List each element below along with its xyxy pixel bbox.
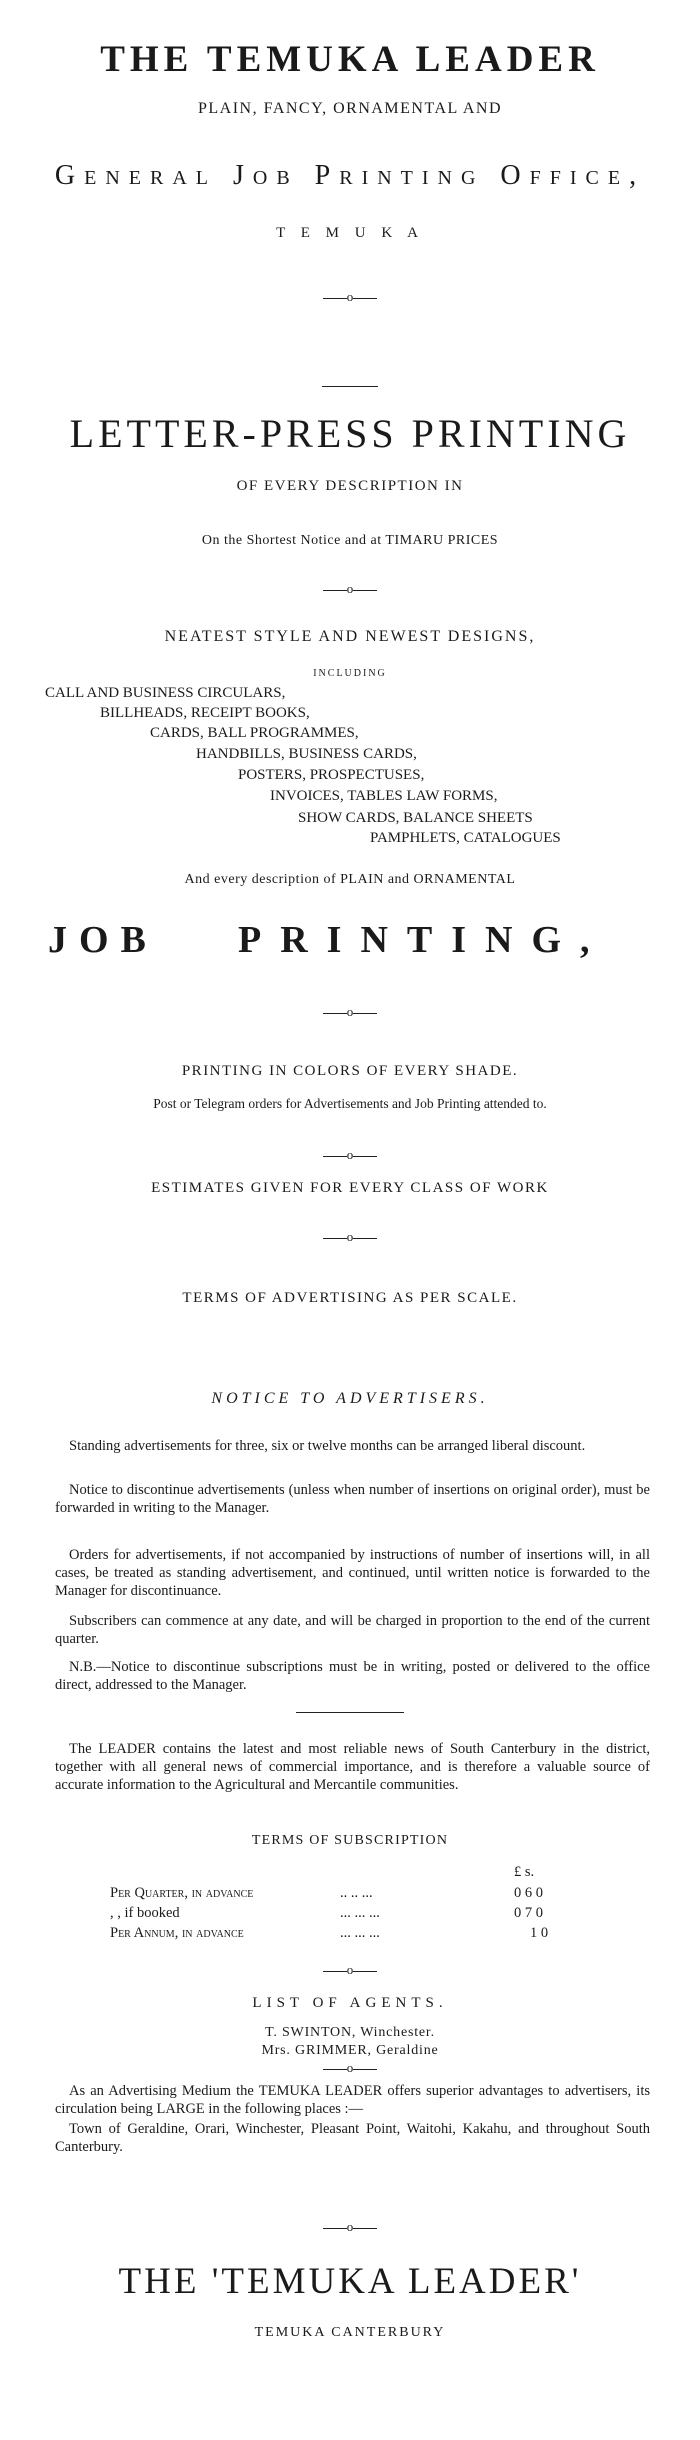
subscription-amount: 0 7 0 bbox=[514, 1905, 543, 1921]
leader-paragraph: The LEADER contains the latest and most reliable news of South Canterbury in the district, together with all general news of commercial importance, and is therefore a valuable source of accurate information to the Agricultural and Mercantile communities. bbox=[55, 1741, 650, 1793]
masthead-subtitle: PLAIN, FANCY, ORNAMENTAL AND bbox=[198, 100, 502, 117]
subscription-label: Per Annum, in advance bbox=[110, 1925, 244, 1941]
medium-paragraph: As an Advertising Medium the TEMUKA LEADER offers superior advantages to advertisers, its circulation being LARGE in the following places :— bbox=[55, 2083, 650, 2117]
notice-paragraph: Subscribers can commence at any date, and will be charged in proportion to the end of the current quarter. bbox=[55, 1613, 650, 1647]
divider-ornament: o bbox=[320, 1148, 380, 1161]
subscription-dots: ... ... ... bbox=[340, 1905, 380, 1921]
notice-paragraph: Notice to discontinue advertisements (unless when number of insertions on original order), must be forwarded in writing to the Manager. bbox=[55, 1482, 650, 1516]
divider-ornament: o bbox=[320, 2061, 380, 2074]
divider-ornament: o bbox=[320, 2220, 380, 2233]
terms-line: TERMS OF ADVERTISING AS PER SCALE. bbox=[182, 1290, 518, 1306]
printing-word: PRINTING, bbox=[238, 919, 609, 961]
subscription-amount: 1 0 bbox=[530, 1925, 549, 1941]
section-rule bbox=[322, 386, 378, 387]
subscription-label: Per Quarter, in advance bbox=[110, 1885, 254, 1901]
every-description-line: And every description of PLAIN and ORNAMENTAL bbox=[184, 872, 516, 887]
agent-entry: T. SWINTON, Winchester. bbox=[265, 2025, 435, 2040]
including-line: INCLUDING bbox=[313, 668, 387, 679]
agents-heading: LIST OF AGENTS. bbox=[252, 1995, 448, 2011]
agent-entry: Mrs. GRIMMER, Geraldine bbox=[261, 2043, 439, 2058]
masthead-title: THE TEMUKA LEADER bbox=[100, 39, 600, 80]
masthead-town: T E M U K A bbox=[276, 225, 424, 241]
subscription-dots: ... ... ... bbox=[340, 1925, 380, 1941]
notice-heading: NOTICE TO ADVERTISERS. bbox=[211, 1390, 489, 1407]
item-line: CARDS, BALL PROGRAMMES, bbox=[150, 725, 359, 741]
subscription-label: , , if booked bbox=[110, 1905, 180, 1921]
post-orders-line: Post or Telegram orders for Advertisements and Job Printing attended to. bbox=[153, 1096, 547, 1111]
divider-ornament: o bbox=[320, 582, 380, 595]
estimates-line: ESTIMATES GIVEN FOR EVERY CLASS OF WORK bbox=[151, 1180, 549, 1196]
item-line: POSTERS, PROSPECTUSES, bbox=[238, 767, 425, 783]
item-line: CALL AND BUSINESS CIRCULARS, bbox=[45, 685, 286, 701]
subscription-dots: .. .. ... bbox=[340, 1885, 373, 1901]
section-rule bbox=[296, 1712, 404, 1713]
divider-ornament: o bbox=[320, 1963, 380, 1976]
divider-ornament: o bbox=[320, 1005, 380, 1018]
footer-title: THE 'TEMUKA LEADER' bbox=[118, 2261, 582, 2302]
notice-paragraph: Standing advertisements for three, six or twelve months can be arranged liberal discount. bbox=[69, 1438, 586, 1454]
notice-paragraph: N.B.—Notice to discontinue subscriptions must be in writing, posted or delivered to the office direct, addressed to the Manager. bbox=[55, 1659, 650, 1693]
notice-paragraph: Orders for advertisements, if not accompanied by instructions of number of insertions will, in all cases, be treated as standing advertisement, and continued, until written notice is forwarded to the Manager for discontinuance. bbox=[55, 1547, 650, 1599]
neatest-line: NEATEST STYLE AND NEWEST DESIGNS, bbox=[164, 628, 536, 645]
item-line: HANDBILLS, BUSINESS CARDS, bbox=[196, 746, 417, 762]
subscription-amount: 0 6 0 bbox=[514, 1885, 543, 1901]
currency-header: £ s. bbox=[514, 1864, 535, 1880]
item-line: INVOICES, TABLES LAW FORMS, bbox=[270, 788, 498, 804]
divider-ornament: o bbox=[320, 1230, 380, 1243]
shortest-notice-line: On the Shortest Notice and at TIMARU PRICES bbox=[201, 533, 499, 548]
job-word: JOB bbox=[48, 919, 158, 961]
footer-sub: TEMUKA CANTERBURY bbox=[254, 2325, 446, 2340]
subscription-heading: TERMS OF SUBSCRIPTION bbox=[251, 1833, 449, 1848]
of-every-line: OF EVERY DESCRIPTION IN bbox=[236, 478, 464, 494]
places-paragraph: Town of Geraldine, Orari, Winchester, Pleasant Point, Waitohi, Kakahu, and throughout South Canterbury. bbox=[55, 2121, 650, 2155]
divider-ornament: o bbox=[320, 290, 380, 303]
office-line: General Job Printing Office, bbox=[54, 160, 646, 191]
item-line: PAMPHLETS, CATALOGUES bbox=[370, 830, 561, 846]
letterpress-heading: LETTER-PRESS PRINTING bbox=[69, 411, 631, 456]
item-line: BILLHEADS, RECEIPT BOOKS, bbox=[100, 705, 310, 721]
item-line: SHOW CARDS, BALANCE SHEETS bbox=[298, 810, 533, 826]
colors-line: PRINTING IN COLORS OF EVERY SHADE. bbox=[181, 1063, 519, 1079]
